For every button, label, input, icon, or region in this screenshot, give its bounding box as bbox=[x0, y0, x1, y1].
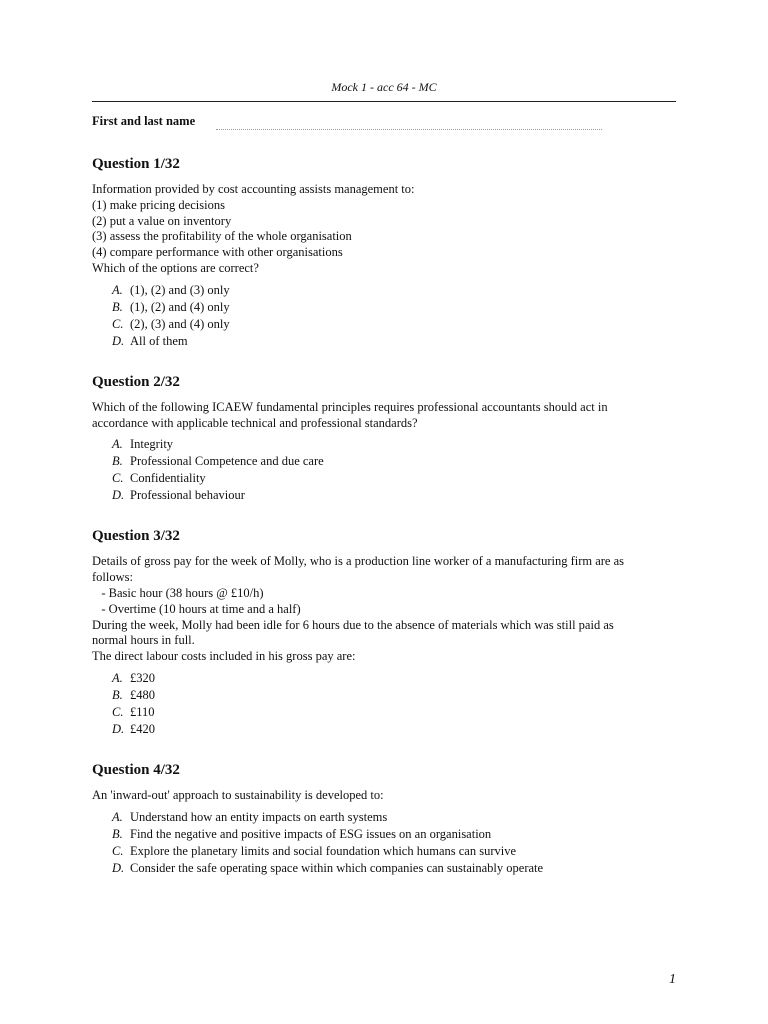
option-letter: A. bbox=[112, 809, 123, 824]
question-text bbox=[92, 182, 652, 277]
option-text: £110 bbox=[130, 704, 155, 719]
question-title: Question 1/32 bbox=[92, 156, 180, 172]
question-text bbox=[92, 400, 652, 432]
answer-option-d bbox=[112, 333, 652, 350]
option-text: Understand how an entity impacts on earth systems bbox=[130, 809, 388, 824]
answer-option-d bbox=[112, 487, 652, 504]
option-text: £480 bbox=[130, 687, 155, 702]
question-text bbox=[92, 788, 652, 804]
question-line: The direct labour costs included in his gross pay are: bbox=[92, 649, 356, 664]
option-letter: D. bbox=[112, 721, 125, 736]
answer-option-b bbox=[112, 299, 652, 316]
option-letter: B. bbox=[112, 299, 123, 314]
name-field bbox=[92, 114, 612, 134]
question-title: Question 3/32 bbox=[92, 528, 180, 545]
question-text bbox=[92, 554, 652, 665]
question-line: (3) assess the profitability of the whole organisation bbox=[92, 229, 352, 244]
answer-option-c bbox=[112, 704, 652, 721]
answer-option-a bbox=[112, 282, 652, 299]
question-4 bbox=[92, 760, 652, 877]
question-line: Information provided by cost accounting assists management to: bbox=[92, 182, 415, 196]
option-text: Integrity bbox=[130, 437, 174, 452]
answer-options bbox=[92, 670, 652, 738]
answer-option-a bbox=[112, 809, 652, 826]
answer-options bbox=[92, 282, 652, 350]
question-line: Details of gross pay for the week of Molly, who is a production line worker of a manufacturing firm are as follows: bbox=[92, 554, 628, 585]
option-text: £320 bbox=[130, 670, 155, 685]
answer-option-d bbox=[112, 860, 652, 877]
option-letter: C. bbox=[112, 471, 124, 486]
option-letter: A. bbox=[112, 670, 123, 685]
question-line: Which of the following ICAEW fundamental principles requires professional accountants should act in accordance with applicable technical and professional standards? bbox=[92, 399, 611, 430]
option-letter: D. bbox=[112, 488, 125, 503]
answer-option-b bbox=[112, 826, 652, 843]
option-text: (1), (2) and (3) only bbox=[130, 282, 230, 297]
option-text: (2), (3) and (4) only bbox=[130, 316, 230, 331]
question-title: Question 2/32 bbox=[92, 373, 180, 390]
option-text: Professional behaviour bbox=[130, 488, 245, 503]
option-letter: C. bbox=[112, 704, 124, 719]
questions-list bbox=[92, 154, 652, 899]
question-line: During the week, Molly had been idle for 6 hours due to the absence of materials which was still paid as normal hours in full. bbox=[92, 617, 617, 648]
option-text: (1), (2) and (4) only bbox=[130, 299, 230, 314]
name-field-line bbox=[216, 129, 602, 130]
answer-option-a bbox=[112, 670, 652, 687]
option-letter: B. bbox=[112, 826, 123, 841]
question-line: (1) make pricing decisions bbox=[92, 197, 225, 212]
answer-option-a bbox=[112, 436, 652, 453]
option-text: Consider the safe operating space within which companies can sustainably operate bbox=[130, 860, 544, 875]
answer-option-b bbox=[112, 687, 652, 704]
option-letter: D. bbox=[112, 860, 125, 875]
question-3 bbox=[92, 526, 652, 738]
answer-option-d bbox=[112, 721, 652, 738]
answer-options bbox=[92, 436, 652, 504]
option-letter: D. bbox=[112, 333, 125, 348]
page-number: 1 bbox=[669, 972, 676, 987]
name-field-label: First and last name bbox=[92, 114, 196, 128]
option-text: Explore the planetary limits and social foundation which humans can survive bbox=[130, 843, 517, 858]
answer-options bbox=[92, 809, 652, 877]
answer-option-c bbox=[112, 843, 652, 860]
question-line: An 'inward-out' approach to sustainability is developed to: bbox=[92, 787, 384, 802]
option-letter: A. bbox=[112, 282, 123, 297]
question-line: Which of the options are correct? bbox=[92, 260, 259, 275]
question-line: - Basic hour (38 hours @ £10/h) bbox=[92, 585, 264, 600]
option-text: Confidentiality bbox=[130, 471, 206, 486]
document-title: Mock 1 - acc 64 - MC bbox=[331, 80, 437, 94]
question-line: - Overtime (10 hours at time and a half) bbox=[92, 601, 301, 616]
option-text: Professional Competence and due care bbox=[130, 454, 324, 469]
option-text: All of them bbox=[130, 333, 188, 348]
option-letter: A. bbox=[112, 437, 123, 452]
question-line: (4) compare performance with other organisations bbox=[92, 245, 343, 260]
option-letter: C. bbox=[112, 843, 124, 858]
header-divider bbox=[92, 101, 676, 102]
question-title: Question 4/32 bbox=[92, 761, 180, 778]
option-letter: B. bbox=[112, 454, 123, 469]
option-text: £420 bbox=[130, 721, 155, 736]
answer-option-c bbox=[112, 470, 652, 487]
option-text: Find the negative and positive impacts of ESG issues on an organisation bbox=[130, 826, 492, 841]
question-line: (2) put a value on inventory bbox=[92, 213, 232, 228]
answer-option-b bbox=[112, 453, 652, 470]
question-1 bbox=[92, 154, 652, 350]
question-2 bbox=[92, 372, 652, 505]
option-letter: B. bbox=[112, 687, 123, 702]
option-letter: C. bbox=[112, 316, 124, 331]
answer-option-c bbox=[112, 316, 652, 333]
